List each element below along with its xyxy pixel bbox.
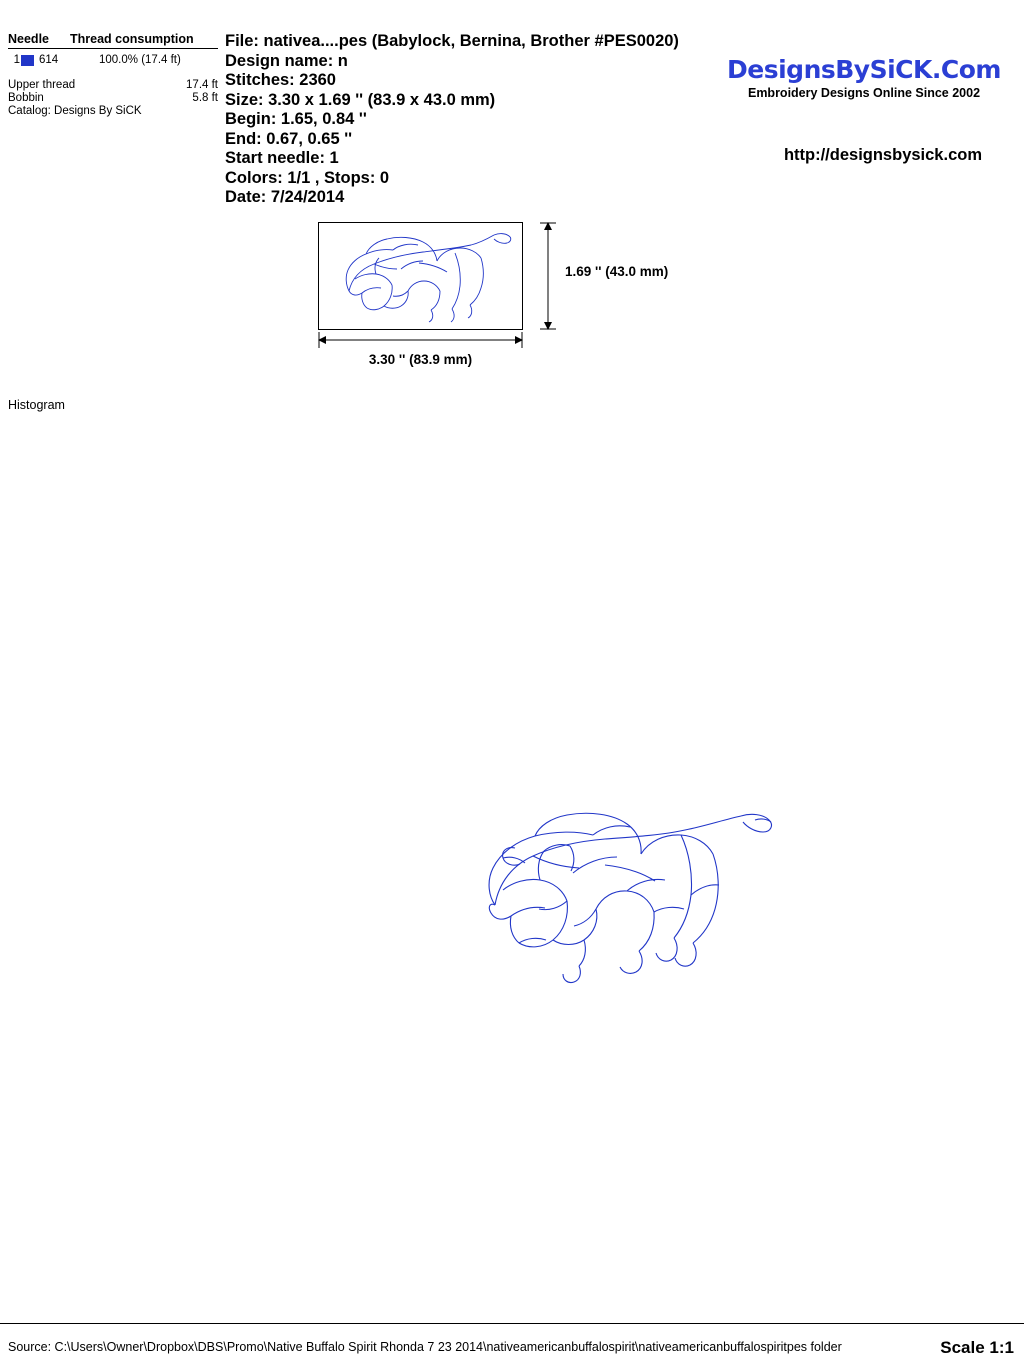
design-start-needle: Start needle: 1 [225, 149, 339, 167]
width-dimension-label: 3.30 '' (83.9 mm) [368, 352, 473, 367]
logo-wordmark-main: DesignsBySiCK [727, 55, 932, 84]
column-header-needle: Needle [8, 32, 49, 46]
scale-label: Scale 1:1 [940, 1338, 1014, 1357]
height-dimension [540, 222, 669, 330]
logo-wordmark [714, 55, 1014, 84]
preview-stitch-drawing [319, 223, 522, 329]
table-divider [8, 48, 218, 49]
design-file: File: nativea....pes (Babylock, Bernina, Brother #PES0020) [225, 32, 679, 50]
brand-tagline: Embroidery Designs Online Since 2002 [747, 86, 981, 100]
thread-consumption-table [8, 32, 218, 117]
catalog-label: Catalog: Designs By SiCK [8, 105, 142, 117]
table-row [8, 54, 218, 66]
bobbin-label: Bobbin [8, 92, 44, 104]
buffalo-stitch-drawing [455, 810, 805, 1000]
bobbin-row [8, 92, 218, 104]
design-colors: Colors: 1/1 , Stops: 0 [225, 168, 390, 187]
design-info-block [225, 32, 679, 208]
width-dimension [318, 330, 523, 375]
histogram-label: Histogram [8, 398, 65, 412]
table-header-row [8, 32, 218, 46]
design-date: Date: 7/24/2014 [225, 188, 345, 206]
design-end: End: 0.67, 0.65 '' [225, 129, 353, 148]
width-dimension-arrow [318, 330, 523, 352]
design-stitch-artwork [455, 810, 805, 1000]
design-stitches: Stitches: 2360 [225, 71, 336, 89]
design-size: Size: 3.30 x 1.69 '' (83.9 x 43.0 mm) [225, 90, 496, 109]
preview-bounding-box [318, 222, 523, 330]
upper-thread-label: Upper thread [8, 79, 76, 91]
column-header-thread-consumption: Thread consumption [70, 32, 194, 46]
thread-color-swatch [21, 55, 34, 66]
needle-number: 1 [13, 54, 20, 66]
design-preview [318, 222, 669, 367]
needle-stitch-count: 614 [39, 54, 59, 66]
site-url: http://designsbysick.com [783, 146, 982, 164]
design-name: Design name: n [225, 51, 348, 70]
needle-thread-percent: 100.0% (17.4 ft) [99, 54, 181, 66]
upper-thread-row [8, 79, 218, 91]
footer-divider [0, 1323, 1024, 1324]
upper-thread-value: 17.4 ft [186, 79, 218, 91]
logo-wordmark-suffix: .Com [931, 55, 1001, 84]
height-dimension-label: 1.69 '' (43.0 mm) [565, 264, 669, 279]
design-begin: Begin: 1.65, 0.84 '' [225, 110, 367, 128]
brand-logo [714, 55, 1014, 100]
bobbin-value: 5.8 ft [192, 92, 218, 104]
source-path: Source: C:\Users\Owner\Dropbox\DBS\Promo\Native Buffalo Spirit Rhonda 7 23 2014\nativeamericanbuffalospirit\nativeamericanbuffalospiritpes folder [8, 1340, 842, 1354]
